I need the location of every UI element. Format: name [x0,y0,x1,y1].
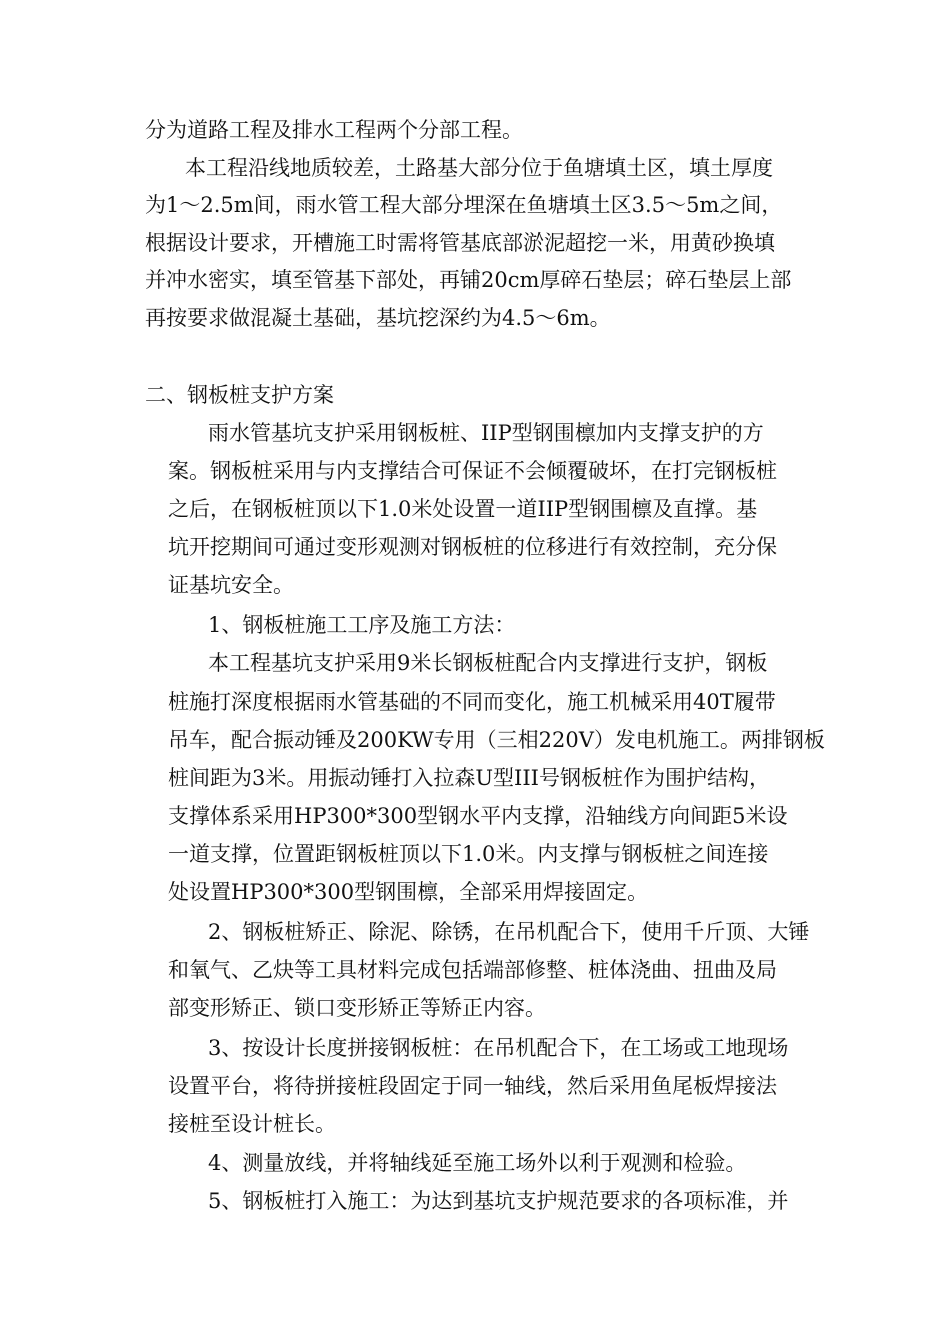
paragraph-line: 和氧气、乙炔等工具材料完成包括端部修整、桩体浇曲、扭曲及局 [168,958,777,982]
paragraph-line: 2、钢板桩矫正、除泥、除锈，在吊机配合下，使用千斤顶、大锤 [208,920,810,944]
paragraph-line: 再按要求做混凝土基础，基坑挖深约为4.5～6m。 [145,306,611,330]
paragraph-line: 分为道路工程及排水工程两个分部工程。 [145,118,523,142]
paragraph-line: 之后，在钢板桩顶以下1.0米处设置一道IIP型钢围檩及直撑。基 [168,497,758,521]
paragraph-line: 部变形矫正、锁口变形矫正等矫正内容。 [168,996,546,1020]
section-heading: 二、钢板桩支护方案 [145,383,334,407]
paragraph-line: 桩间距为3米。用振动锤打入拉森U型III号钢板桩作为围护结构， [168,766,770,790]
paragraph-line: 处设置HP300*300型钢围檩，全部采用焊接固定。 [168,880,649,904]
paragraph-line: 为1～2.5m间，雨水管工程大部分埋深在鱼塘填土区3.5～5m之间， [145,193,783,217]
paragraph-line: 雨水管基坑支护采用钢板桩、IIP型钢围檩加内支撑支护的方 [208,421,764,445]
paragraph-line: 本工程基坑支护采用9米长钢板桩配合内支撑进行支护，钢板 [208,651,768,675]
paragraph-line: 案。钢板桩采用与内支撑结合可保证不会倾覆破坏，在打完钢板桩 [168,459,777,483]
paragraph-line: 一道支撑，位置距钢板桩顶以下1.0米。内支撑与钢板桩之间连接 [168,842,769,866]
paragraph-line: 本工程沿线地质较差，土路基大部分位于鱼塘填土区，填土厚度 [185,156,773,180]
paragraph-line: 接桩至设计桩长。 [168,1112,336,1136]
paragraph-line: 吊车，配合振动锤及200KW专用（三相220V）发电机施工。两排钢板 [168,728,825,752]
paragraph-line: 设置平台，将待拼接桩段固定于同一轴线，然后采用鱼尾板焊接法 [168,1074,777,1098]
paragraph-line: 并冲水密实，填至管基下部处，再铺20cm厚碎石垫层；碎石垫层上部 [145,268,792,292]
paragraph-line: 坑开挖期间可通过变形观测对钢板桩的位移进行有效控制，充分保 [168,535,777,559]
paragraph-line: 桩施打深度根据雨水管基础的不同而变化，施工机械采用40T履带 [168,690,776,714]
paragraph-line: 3、按设计长度拼接钢板桩：在吊机配合下，在工场或工地现场 [208,1036,789,1060]
paragraph-line: 证基坑安全。 [168,573,294,597]
paragraph-line: 支撑体系采用HP300*300型钢水平内支撑，沿轴线方向间距5米设 [168,804,788,828]
paragraph-line: 根据设计要求，开槽施工时需将管基底部淤泥超挖一米，用黄砂换填 [145,231,775,255]
subsection-title: 1、钢板桩施工工序及施工方法： [208,613,516,637]
paragraph-line: 5、钢板桩打入施工：为达到基坑支护规范要求的各项标准，并 [208,1189,789,1213]
paragraph-line: 4、测量放线，并将轴线延至施工场外以利于观测和检验。 [208,1151,747,1175]
